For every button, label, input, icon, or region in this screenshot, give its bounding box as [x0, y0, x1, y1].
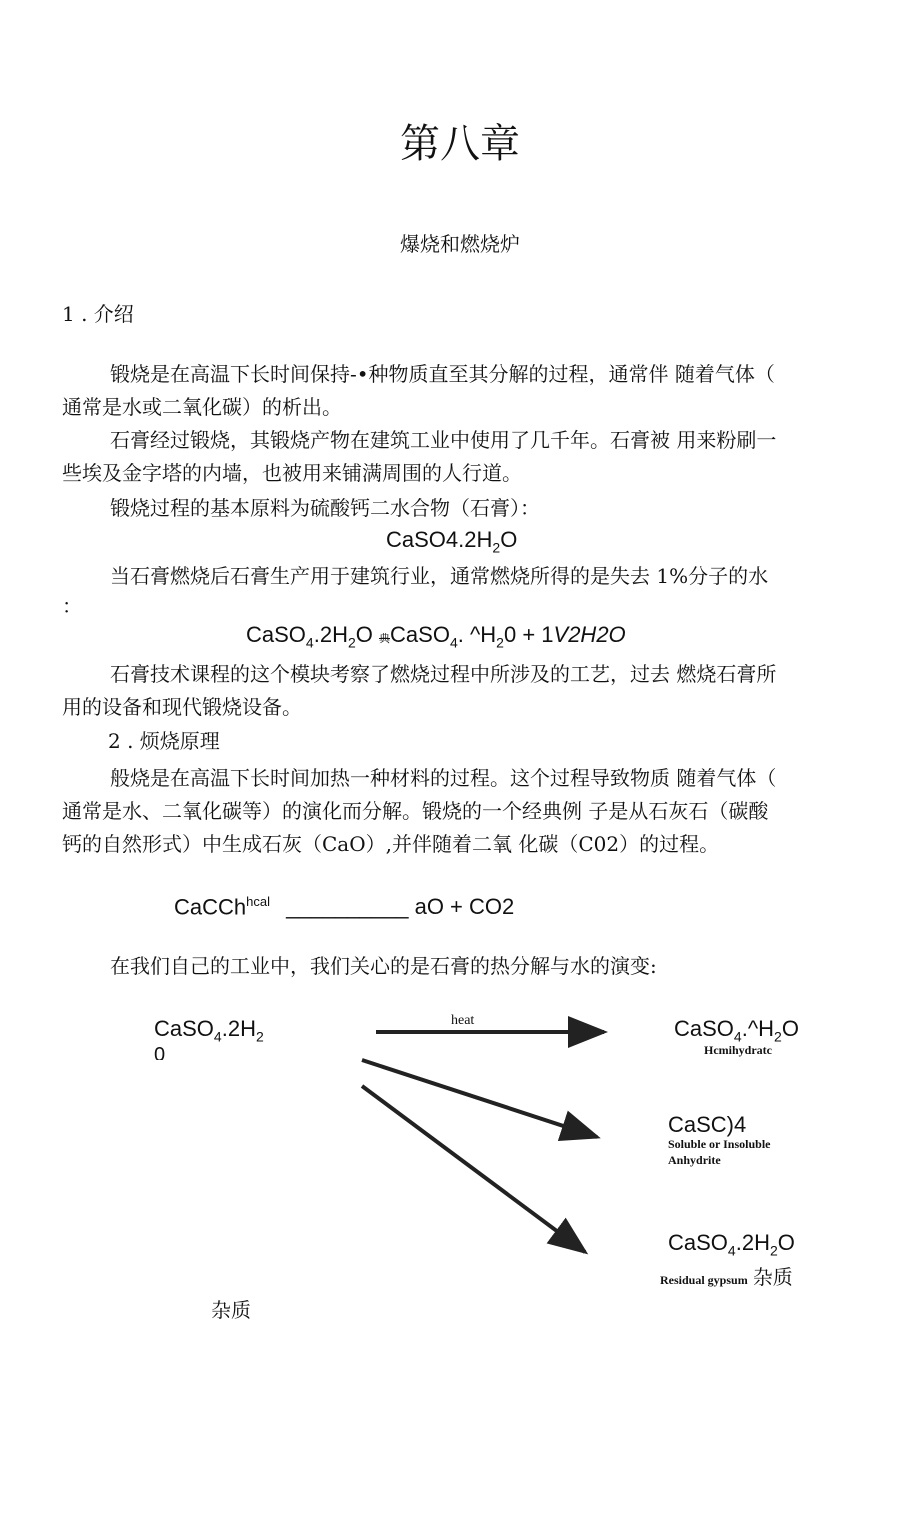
paragraph6-line3: 钙的自然形式）中生成石灰（CaO）,并伴随着二氧 化碳（C02）的过程。: [62, 832, 720, 856]
paragraph5-line2: 用的设备和现代锻烧设备。: [62, 695, 302, 719]
equation-limestone: CaCCh$^{hcal}$ __________ aO + CO2: [174, 894, 515, 920]
section2-heading: 2 . 烦烧原理: [108, 729, 220, 753]
page-title: 第八章: [400, 121, 520, 167]
paragraph4-line2: ：: [62, 594, 82, 618]
equation-arrow-mark: 典: [379, 633, 391, 645]
heat-label: heat: [451, 1013, 475, 1028]
anhydrite-arrow: [362, 1060, 597, 1137]
residual-arrow: [362, 1086, 585, 1252]
paragraph4-line1: 当石膏燃烧后石膏生产用于建筑行业，通常燃烧所得的是失去 1%分子的水: [110, 564, 769, 588]
anhydrite-label-line1: Soluble or Insoluble: [668, 1137, 771, 1151]
section1-heading: 1 . 介绍: [62, 302, 134, 326]
residual-impurity-tag: 杂质: [752, 1265, 793, 1289]
paragraph2-line2: 些埃及金字塔的内墙，也被用来铺满周围的人行道。: [62, 461, 522, 485]
paragraph2-line1: 石膏经过锻烧，其锻烧产物在建筑工业中使用了几千年。石膏被 用来粉刷一: [110, 428, 777, 452]
diagram-product-hemihydrate: $CaSO_4.\^{}H_2O$: [674, 1016, 799, 1045]
hemihydrate-label: Hcmihydratc: [704, 1043, 772, 1057]
paragraph7: 在我们自己的工业中，我们关心的是石膏的热分解与水的演变:: [110, 954, 657, 978]
left-impurity-tag: 杂质: [211, 1298, 251, 1322]
formula-gypsum: $CaSO4.2H_2O$: [386, 527, 518, 556]
paragraph6-line1: 般烧是在高温下长时间加热一种材料的过程。这个过程导致物质 随着气体（: [110, 766, 777, 790]
diagram-product-residual: $CaSO_4.2H_2O$: [668, 1230, 795, 1259]
paragraph3: 锻烧过程的基本原料为硫酸钙二水合物（石膏）：: [110, 496, 540, 520]
page-subtitle: 爆烧和燃烧炉: [400, 232, 520, 256]
paragraph1-line2: 通常是水或二氧化碳）的析出。: [62, 395, 342, 419]
residual-label: Residual gypsum 杂质: [660, 1265, 793, 1289]
paragraph1-line1: 锻烧是在高温下长时间保持-•种物质直至其分解的过程，通常伴 随着气体（: [110, 362, 775, 386]
equation-dehydration: $CaSO_4.2H_2O$ 典CaSO$_4$. $\^{}H_20 + 1V2H2O$: [246, 622, 626, 651]
paragraph5-line1: 石膏技术课程的这个模块考察了燃烧过程中所涉及的工艺，过去 燃烧石膏所: [110, 662, 777, 686]
anhydrite-label-line2: Anhydrite: [668, 1153, 721, 1167]
paragraph6-line2: 通常是水、二氧化碳等）的演化而分解。锻烧的一个经典例 子是从石灰石（碳酸: [62, 799, 769, 823]
diagram-source: $CaSO_4.2H_2$: [154, 1016, 264, 1045]
diagram-product-anhydrite: CaSC)4: [668, 1112, 747, 1137]
diagram-source-line2: 0: [154, 1044, 166, 1060]
